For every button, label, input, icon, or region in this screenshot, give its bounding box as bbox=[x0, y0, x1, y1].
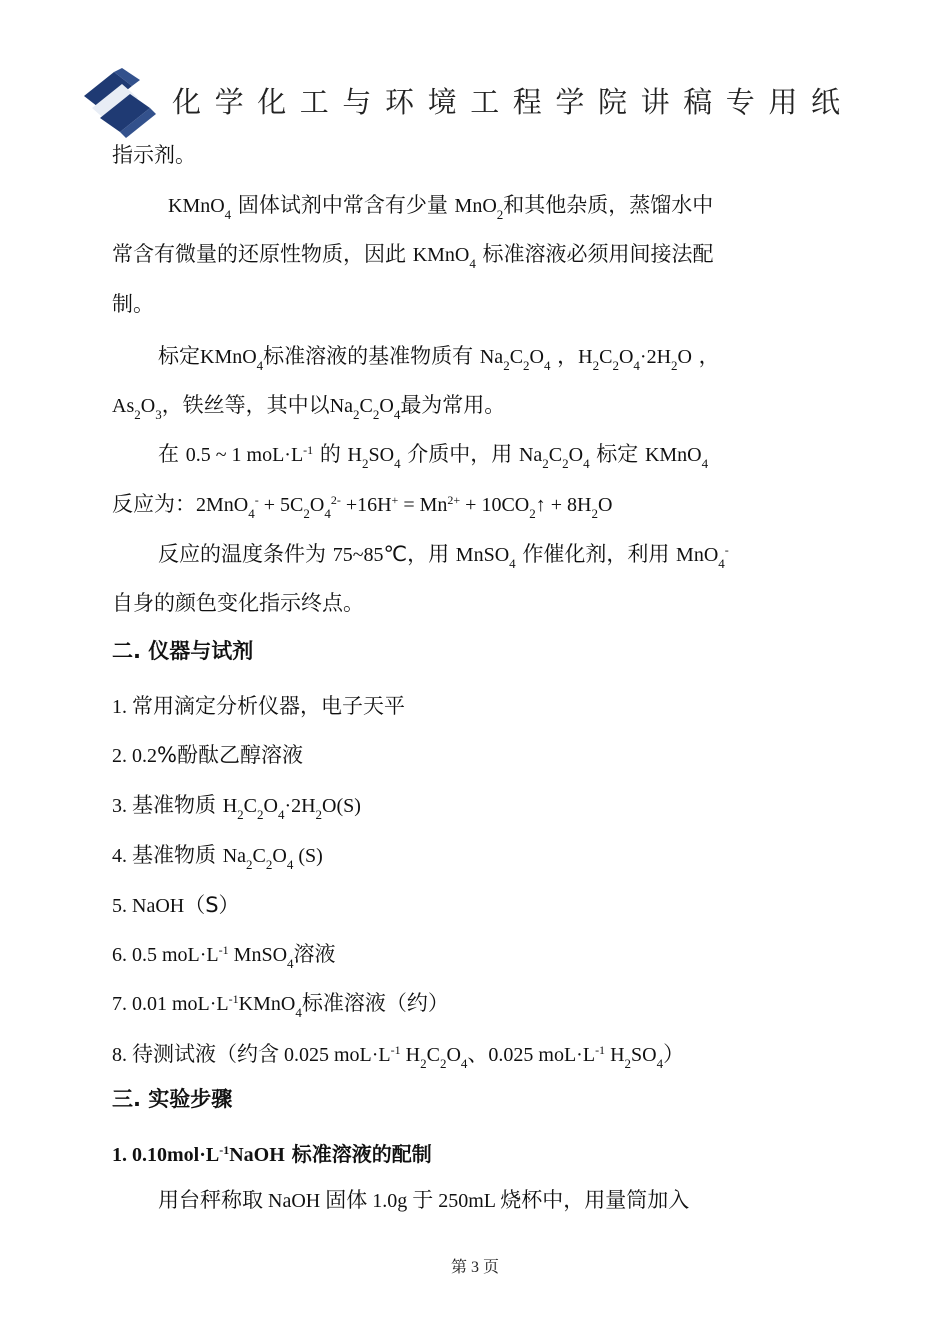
body-line-1: 指示剂。 bbox=[112, 143, 196, 167]
list-item-3 bbox=[112, 791, 361, 820]
body-line-4: 制。 bbox=[112, 292, 154, 316]
list-item-7 bbox=[112, 989, 449, 1018]
text: ， bbox=[698, 344, 720, 368]
text: ， bbox=[557, 344, 579, 368]
item-number: 4. bbox=[112, 845, 132, 867]
formula-mnso4: MnSO$_4$ bbox=[455, 544, 516, 571]
list-item-4 bbox=[112, 841, 323, 870]
item-number: 7. 0.01 $moL\cdot L^{-1}KMnO_4$ bbox=[112, 992, 302, 1020]
item-number: 8. bbox=[112, 1044, 132, 1066]
formula-na2c2o4: $Na_2C_2O_4$ (S) bbox=[222, 845, 323, 872]
item-text: %酚酞乙醇溶液 bbox=[157, 743, 303, 767]
text: 固体 bbox=[325, 1188, 368, 1212]
page-prefix: 第 bbox=[450, 1259, 467, 1276]
text: 标定 bbox=[158, 344, 200, 368]
concentration: 0.5 ~ 1 $moL\cdot L^{-1}$ bbox=[185, 443, 314, 466]
page-num: 3 bbox=[471, 1259, 479, 1276]
concentration: 0.025 $moL\cdot L^{-1}$ bbox=[488, 1043, 606, 1066]
body-line-9 bbox=[158, 540, 729, 569]
formula-as2o3: $As_2O_3$ bbox=[112, 395, 162, 422]
item-number: 5. NaOH bbox=[112, 895, 185, 917]
mass-value: 1.0g bbox=[367, 1190, 413, 1212]
text: 标准溶液的配制 bbox=[284, 1142, 432, 1166]
body-line-last bbox=[158, 1186, 689, 1215]
reaction-equation: $2MnO_4^- + 5C_2O_4^{2-} +16H^+ = Mn^{2+}$ + $10CO_2↑ + 8H_2O$ bbox=[196, 493, 613, 521]
formula-na2c2o4: $Na_2C_2O_4$ bbox=[479, 346, 551, 373]
text: 作催化剂，利用 bbox=[522, 542, 670, 566]
text: 反应的温度条件为 bbox=[158, 542, 326, 566]
temperature-range: 75~85 bbox=[332, 544, 384, 566]
text: ℃，用 bbox=[383, 542, 450, 566]
formula-naoh: NaOH bbox=[263, 1190, 326, 1212]
list-item-2 bbox=[112, 741, 303, 770]
page-header bbox=[80, 68, 880, 140]
item-number: 6. 0.5 $moL\cdot L^{-1}$ MnSO$_4$ bbox=[112, 943, 294, 971]
text: ） bbox=[663, 1042, 685, 1066]
formula-kmno4: KMnO$_4$ bbox=[644, 444, 709, 471]
school-logo-icon bbox=[80, 68, 160, 140]
formula-h2c2o4-2h2o: $H_2C_2O_4\cdot 2H_2O$ bbox=[578, 346, 692, 373]
body-line-7 bbox=[158, 440, 708, 469]
subsection-heading-1 bbox=[112, 1140, 432, 1169]
formula-kmno4: KMnO$_4$ bbox=[412, 244, 476, 271]
text: 和其他杂质，蒸馏水中 bbox=[503, 193, 714, 217]
volume-value: 250mL bbox=[433, 1190, 501, 1212]
text: ，铁丝等，其中以 bbox=[161, 393, 330, 417]
list-item-1 bbox=[112, 692, 405, 721]
text: 标准溶液的基准物质有 bbox=[263, 344, 474, 368]
body-line-10: 自身的颜色变化指示终点。 bbox=[112, 591, 364, 615]
item-number: 1. bbox=[112, 696, 132, 718]
item-text: 溶液 bbox=[293, 942, 336, 966]
text: 在 bbox=[158, 442, 179, 466]
text: 用台秤称取 bbox=[158, 1188, 263, 1212]
formula-na2c2o4: $Na_2C_2O_4$ bbox=[329, 395, 401, 422]
item-text: 待测试液（约含 bbox=[132, 1042, 279, 1066]
body-line-2 bbox=[168, 191, 713, 220]
item-text: （S） bbox=[184, 893, 240, 917]
body-line-6 bbox=[112, 391, 505, 420]
item-text: 基准物质 bbox=[132, 793, 216, 817]
formula-h2c2o4-2h2o: $H_2C_2O_4\cdot 2H_2O(S)$ bbox=[222, 795, 361, 822]
text: 于 bbox=[412, 1188, 434, 1212]
concentration: 0.025 $moL\cdot L^{-1}$ bbox=[279, 1043, 401, 1066]
item-text: 标准溶液（约） bbox=[301, 991, 449, 1015]
text: 最为常用。 bbox=[400, 393, 506, 417]
formula-mno2: MnO$_2$ bbox=[454, 195, 504, 222]
section-heading-2: 二. 仪器与试剂 bbox=[112, 639, 254, 663]
formula-h2c2o4: $H_2C_2O_4$ bbox=[400, 1044, 468, 1071]
item-number: 2. 0.2 bbox=[112, 745, 157, 767]
text: 标定 bbox=[596, 442, 639, 466]
section-heading-3: 三. 实验步骤 bbox=[112, 1087, 233, 1111]
text: 固体试剂中常含有少量 bbox=[237, 193, 448, 217]
formula-h2so4: $H_2SO_4$ bbox=[347, 444, 401, 471]
formula-kmno4: KMnO$_4$ bbox=[168, 195, 232, 222]
formula-mno4-ion: MnO$_4$- bbox=[676, 543, 729, 571]
text: 常含有微量的还原性物质，因此 bbox=[112, 242, 406, 266]
text: 烧杯中，用量筒加入 bbox=[500, 1188, 690, 1212]
list-item-6 bbox=[112, 940, 336, 969]
formula-na2c2o4: $Na_2C_2O_4$ bbox=[518, 444, 590, 471]
page-number bbox=[0, 1254, 950, 1277]
body-line-3 bbox=[112, 240, 714, 269]
text: 的 bbox=[319, 442, 341, 466]
item-text: 基准物质 bbox=[132, 843, 216, 867]
separator: 、 bbox=[467, 1042, 489, 1066]
concentration: 1. $0.10mol\cdot L^{-1}NaOH$ bbox=[112, 1143, 285, 1166]
list-item-8 bbox=[112, 1040, 684, 1069]
formula-h2so4: $H_2SO_4$ bbox=[605, 1044, 664, 1071]
text: 标准溶液必须用间接法配 bbox=[482, 242, 714, 266]
formula-kmno4: KMnO$_4$ bbox=[200, 346, 264, 373]
body-line-8-reaction bbox=[112, 490, 612, 519]
text: 反应为： bbox=[112, 492, 196, 516]
text: 介质中，用 bbox=[407, 442, 513, 466]
header-title: 化学化工与环境工程学院讲稿专用纸 bbox=[172, 85, 854, 119]
body-line-5 bbox=[158, 342, 720, 371]
item-number: 3. bbox=[112, 795, 132, 817]
list-item-5 bbox=[112, 891, 240, 920]
item-text: 常用滴定分析仪器，电子天平 bbox=[132, 694, 405, 718]
page-suffix: 页 bbox=[483, 1259, 500, 1276]
